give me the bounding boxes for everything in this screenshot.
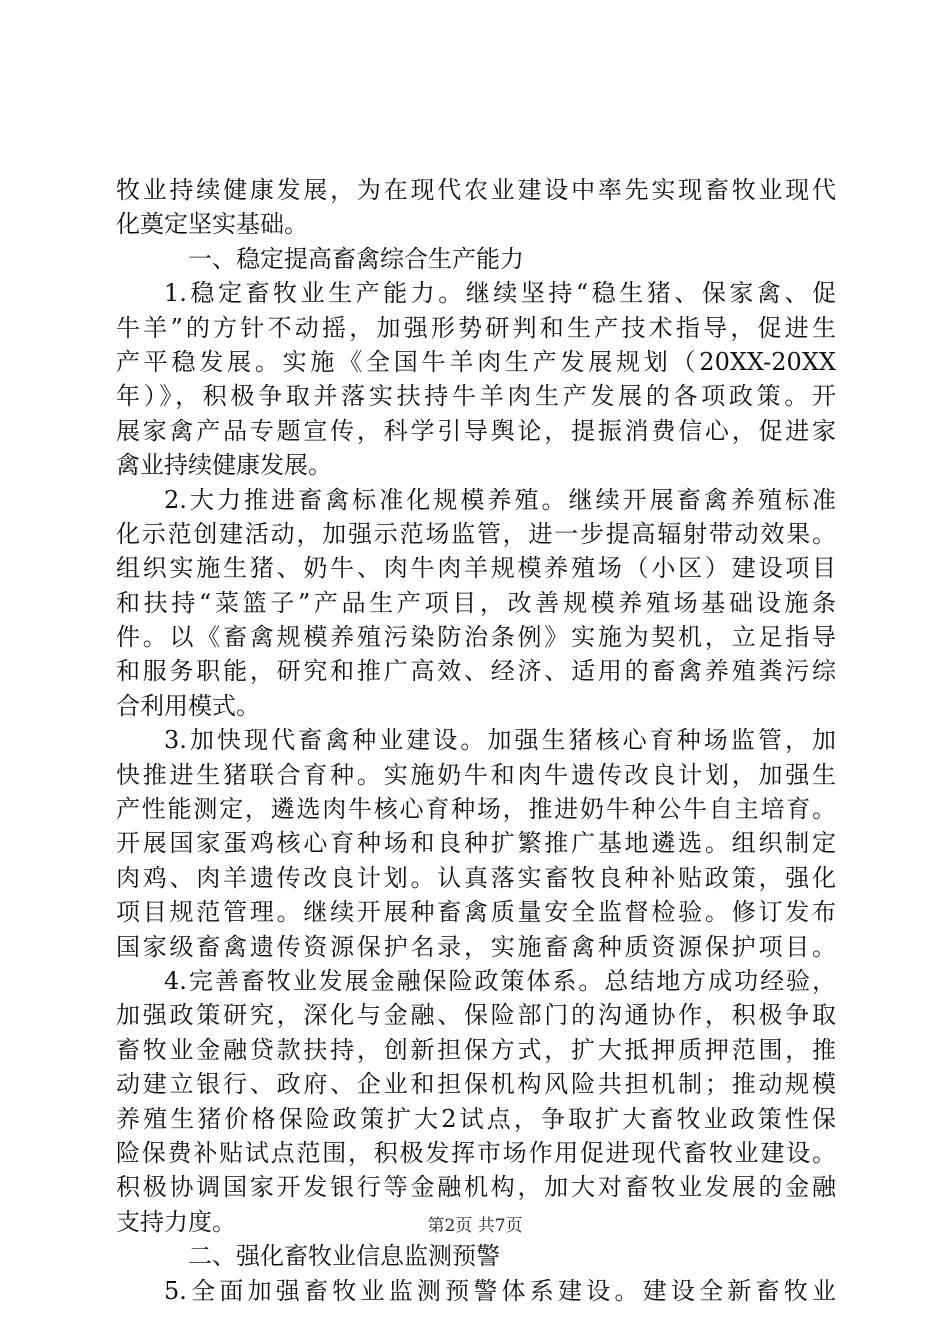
text-line: 组织实施生猪、奶牛、肉牛肉羊规模养殖场（小区）建设项目 — [116, 554, 836, 583]
text-line: 快推进生猪联合育种。实施奶牛和肉牛遗传改良计划，加强生 — [116, 760, 836, 789]
paragraph-start: 1.稳定畜牧业生产能力。继续坚持“稳生猪、保家禽、促 — [164, 279, 836, 308]
text-line: 畜牧业金融贷款扶持，创新担保方式，扩大抵押质押范围，推 — [116, 1035, 836, 1064]
text-line: 牧业持续健康发展，为在现代农业建设中率先实现畜牧业现代 — [116, 176, 836, 204]
text-line: 和服务职能，研究和推广高效、经济、适用的畜禽养殖粪污综 — [116, 657, 836, 686]
text-line: 积极协调国家开发银行等金融机构，加大对畜牧业发展的金融 — [116, 1173, 836, 1202]
text-line: 加强政策研究，深化与金融、保险部门的沟通协作，积极争取 — [116, 1001, 836, 1030]
page-number-footer: 第2页 共7页 — [427, 1216, 523, 1236]
section-heading: 二、强化畜牧业信息监测预警 — [188, 1242, 500, 1271]
text-line: 开展国家蛋鸡核心育种场和良种扩繁推广基地遴选。组织制定 — [116, 829, 836, 858]
text-line: 化示范创建活动，加强示范场监管，进一步提高辐射带动效果。 — [116, 519, 836, 548]
text-line: 和扶持“菜篮子”产品生产项目，改善规模养殖场基础设施条 — [116, 588, 836, 617]
paragraph-start: 5.全面加强畜牧业监测预警体系建设。建设全新畜牧业 — [164, 1276, 836, 1305]
text-line: 牛羊”的方针不动摇，加强形势研判和生产技术指导，促进生 — [116, 313, 836, 342]
paragraph-start: 4.完善畜牧业发展金融保险政策体系。总结地方成功经验， — [164, 966, 836, 995]
text-line: 肉鸡、肉羊遗传改良计划。认真落实畜牧良种补贴政策，强化 — [116, 863, 836, 892]
section-heading: 一、稳定提高畜禽综合生产能力 — [188, 244, 524, 273]
text-line: 产平稳发展。实施《全国牛羊肉生产发展规划（20XX-20XX — [116, 347, 836, 376]
text-line: 合利用模式。 — [116, 691, 260, 720]
text-line: 产性能测定，遴选肉牛核心育种场，推进奶牛种公牛自主培育。 — [116, 795, 836, 824]
text-line: 养殖生猪价格保险政策扩大2试点，争取扩大畜牧业政策性保 — [116, 1104, 836, 1133]
text-line: 险保费补贴试点范围，积极发挥市场作用促进现代畜牧业建设。 — [116, 1138, 836, 1167]
text-line: 动建立银行、政府、企业和担保机构风险共担机制；推动规模 — [116, 1070, 836, 1099]
text-line: 项目规范管理。继续开展种畜禽质量安全监督检验。修订发布 — [116, 898, 836, 927]
text-line: 国家级畜禽遗传资源保护名录，实施畜禽种质资源保护项目。 — [116, 932, 836, 961]
text-line: 件。以《畜禽规模养殖污染防治条例》实施为契机，立足指导 — [116, 623, 836, 652]
text-line: 展家禽产品专题宣传，科学引导舆论，提振消费信心，促进家 — [116, 416, 836, 445]
text-line: 年）》，积极争取并落实扶持牛羊肉生产发展的各项政策。开 — [116, 382, 836, 411]
paragraph-start: 3.加快现代畜禽种业建设。加强生猪核心育种场监管，加 — [164, 726, 836, 755]
paragraph-start: 2.大力推进畜禽标准化规模养殖。继续开展畜禽养殖标准 — [164, 485, 836, 514]
document-body — [116, 173, 836, 1308]
text-line: 化奠定坚实基础。 — [116, 210, 308, 239]
text-line: 禽业持续健康发展。 — [116, 451, 332, 480]
text-line: 支持力度。 — [116, 1207, 236, 1236]
